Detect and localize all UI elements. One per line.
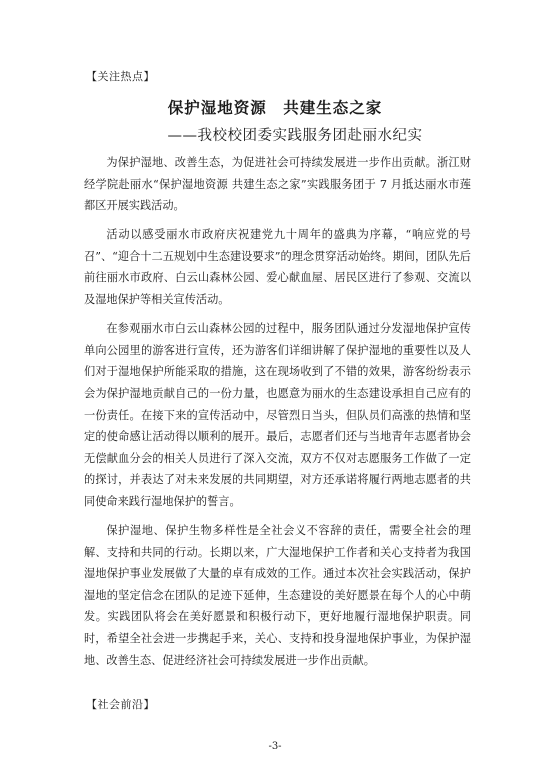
- article-body: [84, 152, 471, 679]
- section-tag-frontier: 【社会前沿】: [86, 698, 155, 711]
- section-tag-focus: 【关注热点】: [86, 70, 155, 83]
- paragraph: 在参观丽水市白云山森林公园的过程中，服务团队通过分发湿地保护宣传单向公园里的游客进行宣传，还为游客们详细讲解了保护湿地的重要性以及人们对于湿地保护所能采取的措施，这在现场收到了不错的效果，游客纷纷表示会为保护湿地贡献自己的一份力量，也愿意为丽水的生态建设承担自己应有的一份责任。在接下来的宣传活动中，尽管烈日当头，但队员们高涨的热情和坚定的使命感让活动得以顺利的展开。最后，志愿者们还与当地青年志愿者协会无偿献血分会的相关人员进行了深入交流，双方不仅对志愿服务工作做了一定的探讨，并表达了对未来发展的共同期望，对方还承诺将履行两地志愿者的共同使命来践行湿地保护的誓言。: [84, 322, 471, 508]
- article-title: 保护湿地资源 共建生态之家: [167, 98, 383, 117]
- page-number: -3-: [268, 741, 282, 752]
- paragraph: 活动以感受丽水市政府庆祝建党九十周年的盛典为序幕，“响应党的号召”、“迎合十二五规划中生态建设要求”的理念贯穿活动始终。期间，团队先后前往丽水市政府、白云山森林公园、爱心献血屋、居民区进行了参观、交流以及湿地保护等相关宣传活动。: [84, 228, 471, 307]
- paragraph: 保护湿地、保护生物多样性是全社会义不容辞的责任，需要全社会的理解、支持和共同的行动。长期以来，广大湿地保护工作者和关心支持者为我国湿地保护事业发展做了大量的卓有成效的工作。通过本次社会实践活动，保护湿地的坚定信念在团队的足迹下延伸，生态建设的美好愿景在每个人的心中萌发。实践团队将会在美好愿景和积极行动下，更好地履行湿地保护职责。同时，希望全社会进一步携起手来，关心、支持和投身湿地保护事业，为保护湿地、改善生态、促进经济社会可持续发展进一步作出贡献。: [84, 524, 471, 667]
- paragraph: 为保护湿地、改善生态，为促进社会可持续发展进一步作出贡献。浙江财经学院赴丽水“保护湿地资源 共建生态之家”实践服务团于 7 月抵达丽水市莲都区开展实践活动。: [84, 156, 471, 213]
- article-subtitle: ——我校校团委实践服务团赴丽水纪实: [167, 128, 423, 144]
